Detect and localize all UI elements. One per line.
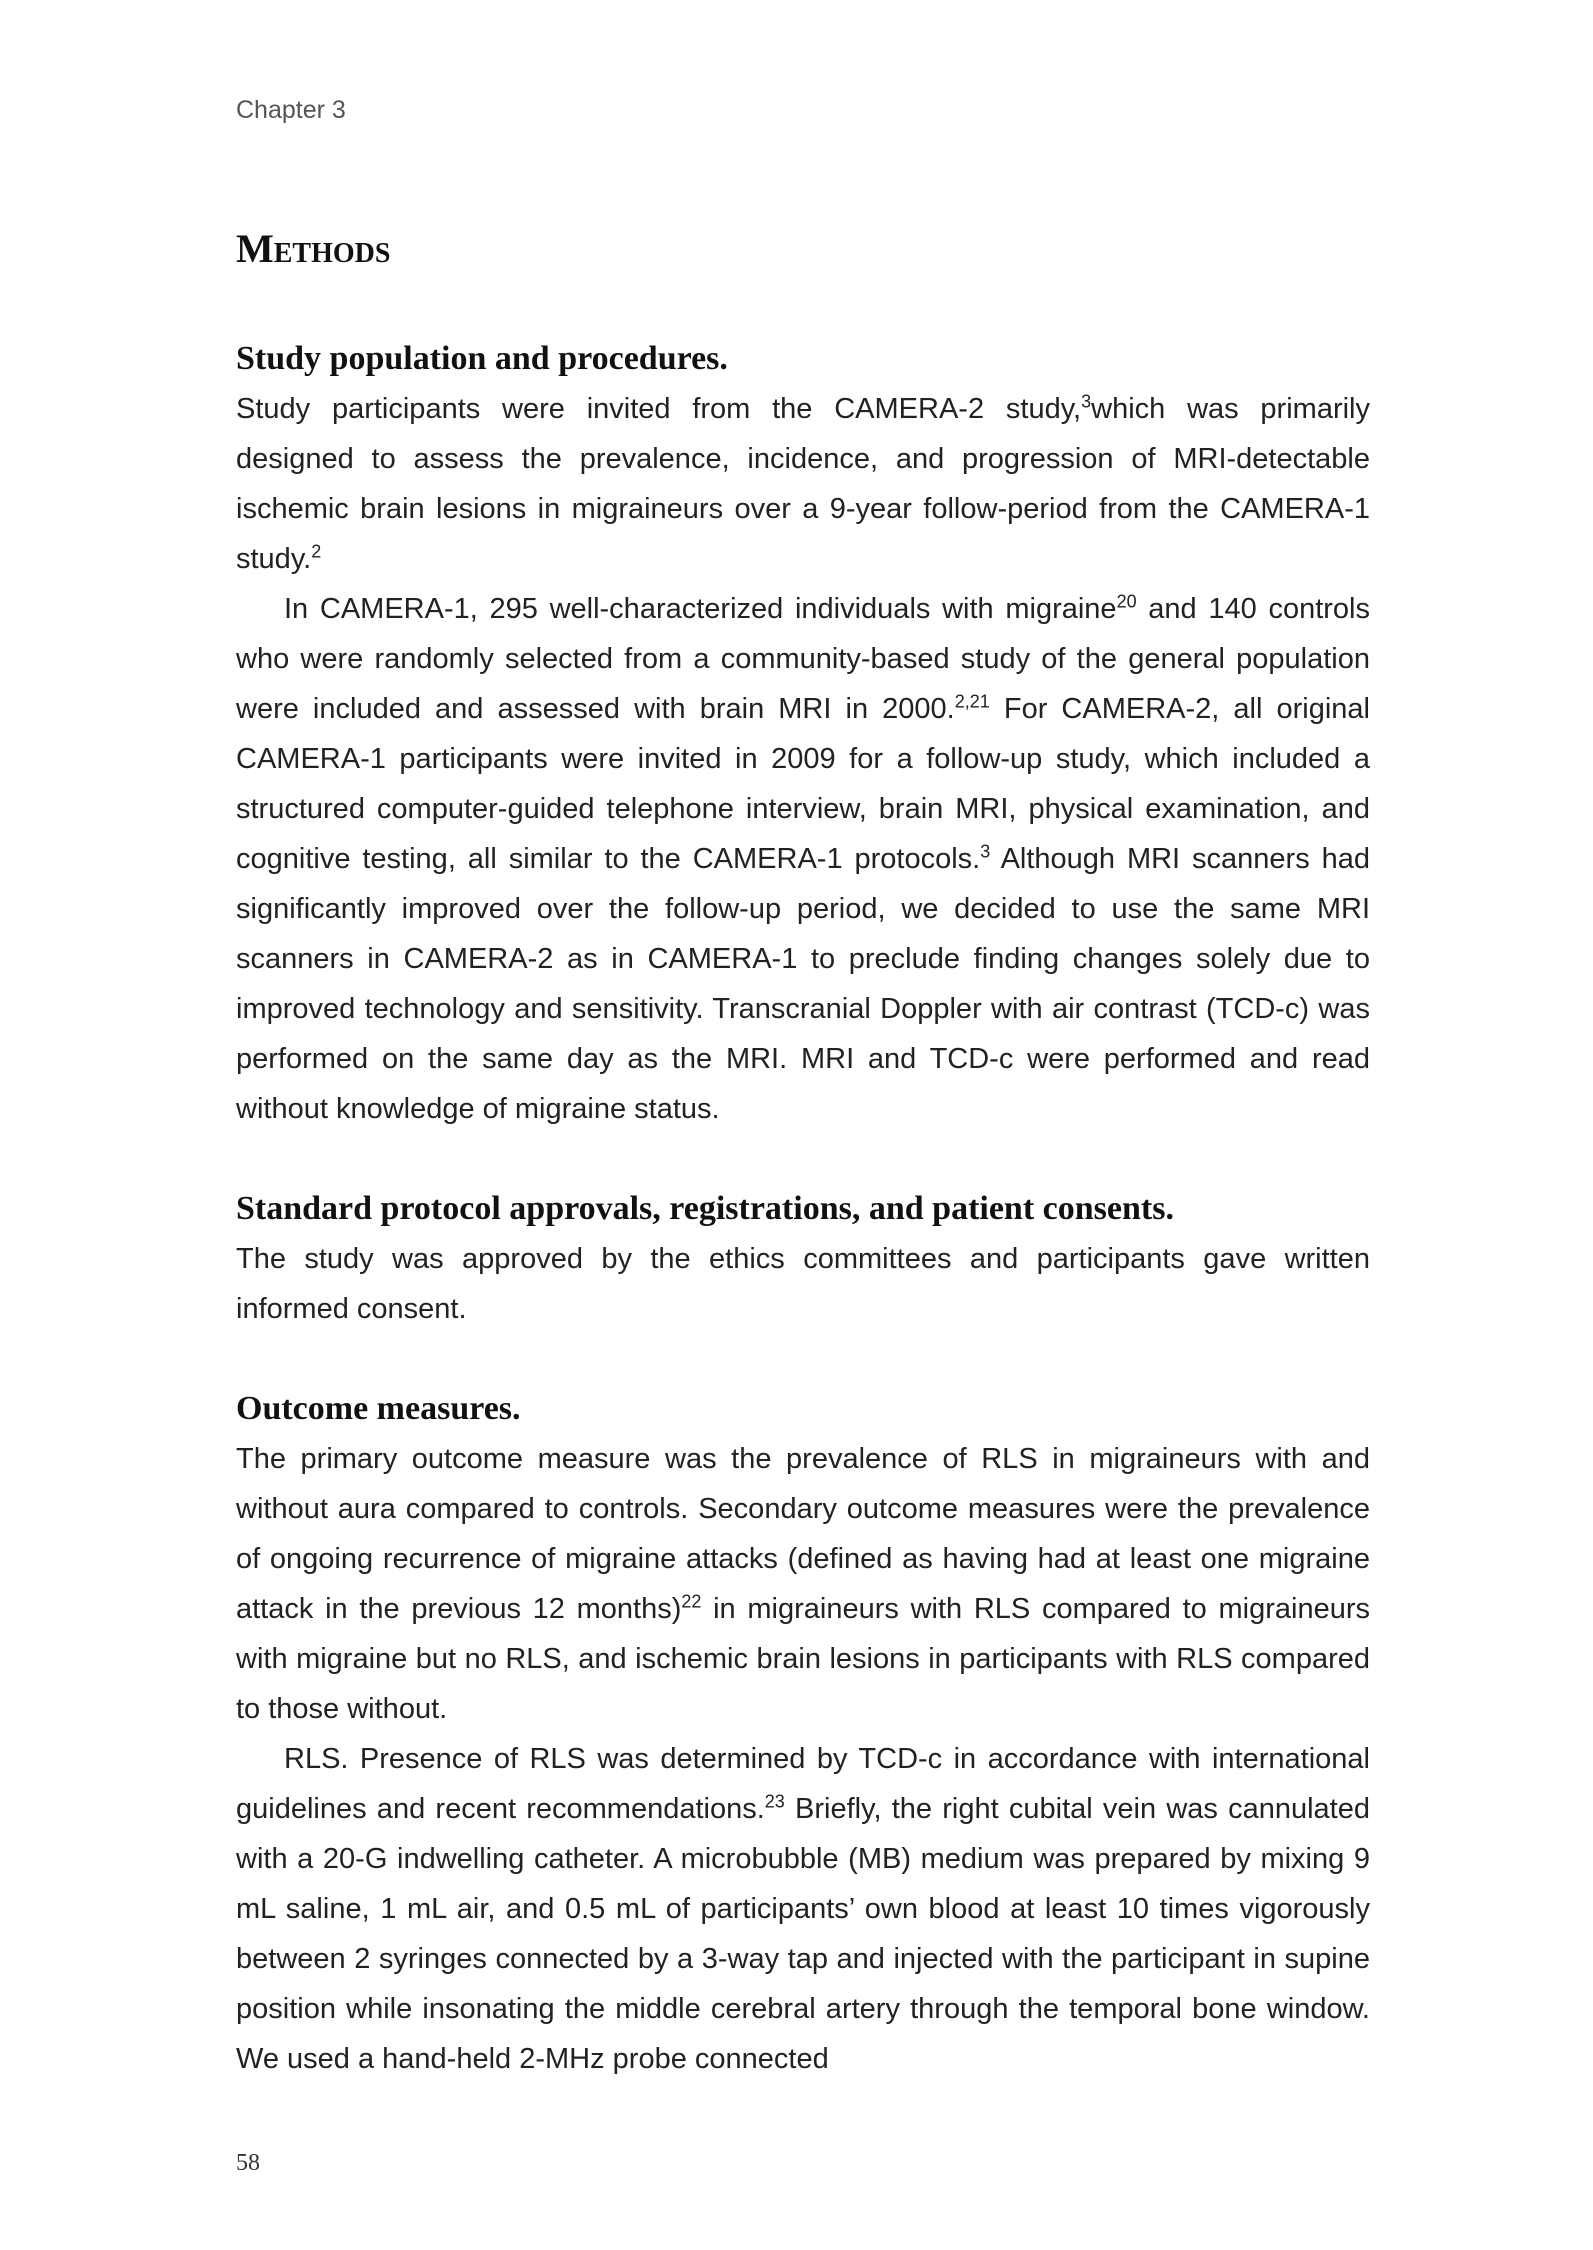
subheading-protocol-approvals: Standard protocol approvals, registrations, and patient consents.: [236, 1190, 1174, 1227]
page-number: 58: [236, 2150, 260, 2176]
section-title: Methods: [236, 226, 391, 271]
section-study-population: [236, 334, 1370, 1134]
subheading-study-population: Study population and procedures.: [236, 340, 728, 377]
paragraph: [236, 1234, 1370, 1334]
text-run: in migraineurs with RLS compared to migraineurs with migraine but no RLS, and ischemic brain lesions in participants with RLS compared to those without.: [236, 1593, 1370, 1725]
footnote-ref: 2: [311, 541, 322, 562]
footnote-ref: 2,21: [954, 691, 990, 712]
paragraph: [236, 384, 1370, 584]
footnote-ref: 3: [980, 841, 991, 862]
text-run: Briefly, the right cubital vein was cannulated with a 20-G indwelling catheter. A microbubble (MB) medium was prepared by mixing 9 mL saline, 1 mL air, and 0.5 mL of participants’ own blood at least 10 times vigorously between 2 syringes connected by a 3-way tap and injected with the participant in supine position while insonating the middle cerebral artery through the temporal bone window. We used a hand-held 2-MHz probe connected: [236, 1793, 1370, 2075]
text-run: Although MRI scanners had significantly improved over the follow-up period, we decided to use the same MRI scanners in CAMERA-2 as in CAMERA-1 to preclude finding changes solely due to improved technology and sensitivity. Transcranial Doppler with air contrast (TCD-c) was performed on the same day as the MRI. MRI and TCD-c were performed and read without knowledge of migraine status.: [236, 843, 1371, 1125]
running-head: Chapter 3: [236, 96, 346, 124]
text-run: In CAMERA-1, 295 well-characterized individuals with migraine: [284, 593, 1117, 625]
text-run: which was primarily designed to assess the prevalence, incidence, and progression of MRI-detectable ischemic brain lesions in migraineurs over a 9-year follow-period from the CAMERA-1 study.: [236, 393, 1370, 575]
footnote-ref: 23: [764, 1791, 785, 1812]
text-run: Study participants were invited from the CAMERA-2 study,: [236, 393, 1082, 425]
section-outcome-measures: [236, 1384, 1370, 2084]
text-run: and 140 controls who were randomly selected from a community-based study of the general population were included and assessed with brain MRI in 2000.: [236, 593, 1370, 725]
text-run: RLS. Presence of RLS was determined by TCD-c in accordance with international guidelines and recent recommendations.: [236, 1743, 1370, 1825]
footnote-ref: 20: [1116, 591, 1137, 612]
section-protocol-approvals: [236, 1184, 1370, 1334]
paragraph: [236, 1434, 1370, 1734]
paragraph: [236, 584, 1370, 1134]
footnote-ref: 3: [1081, 391, 1092, 412]
page-content: [236, 225, 1370, 2134]
text-run: For CAMERA-2, all original CAMERA-1 participants were invited in 2009 for a follow-up study, which included a structured computer-guided telephone interview, brain MRI, physical examination, and cognitive testing, all similar to the CAMERA-1 protocols.: [236, 693, 1370, 875]
paragraph: [236, 1734, 1370, 2084]
subheading-outcome-measures: Outcome measures.: [236, 1390, 521, 1427]
text-run: The study was approved by the ethics committees and participants gave written informed consent.: [236, 1243, 1370, 1325]
footnote-ref: 22: [681, 1591, 702, 1612]
text-run: The primary outcome measure was the prevalence of RLS in migraineurs with and without aura compared to controls. Secondary outcome measures were the prevalence of ongoing recurrence of migraine attacks (defined as having had at least one migraine attack in the previous 12 months): [236, 1443, 1370, 1625]
